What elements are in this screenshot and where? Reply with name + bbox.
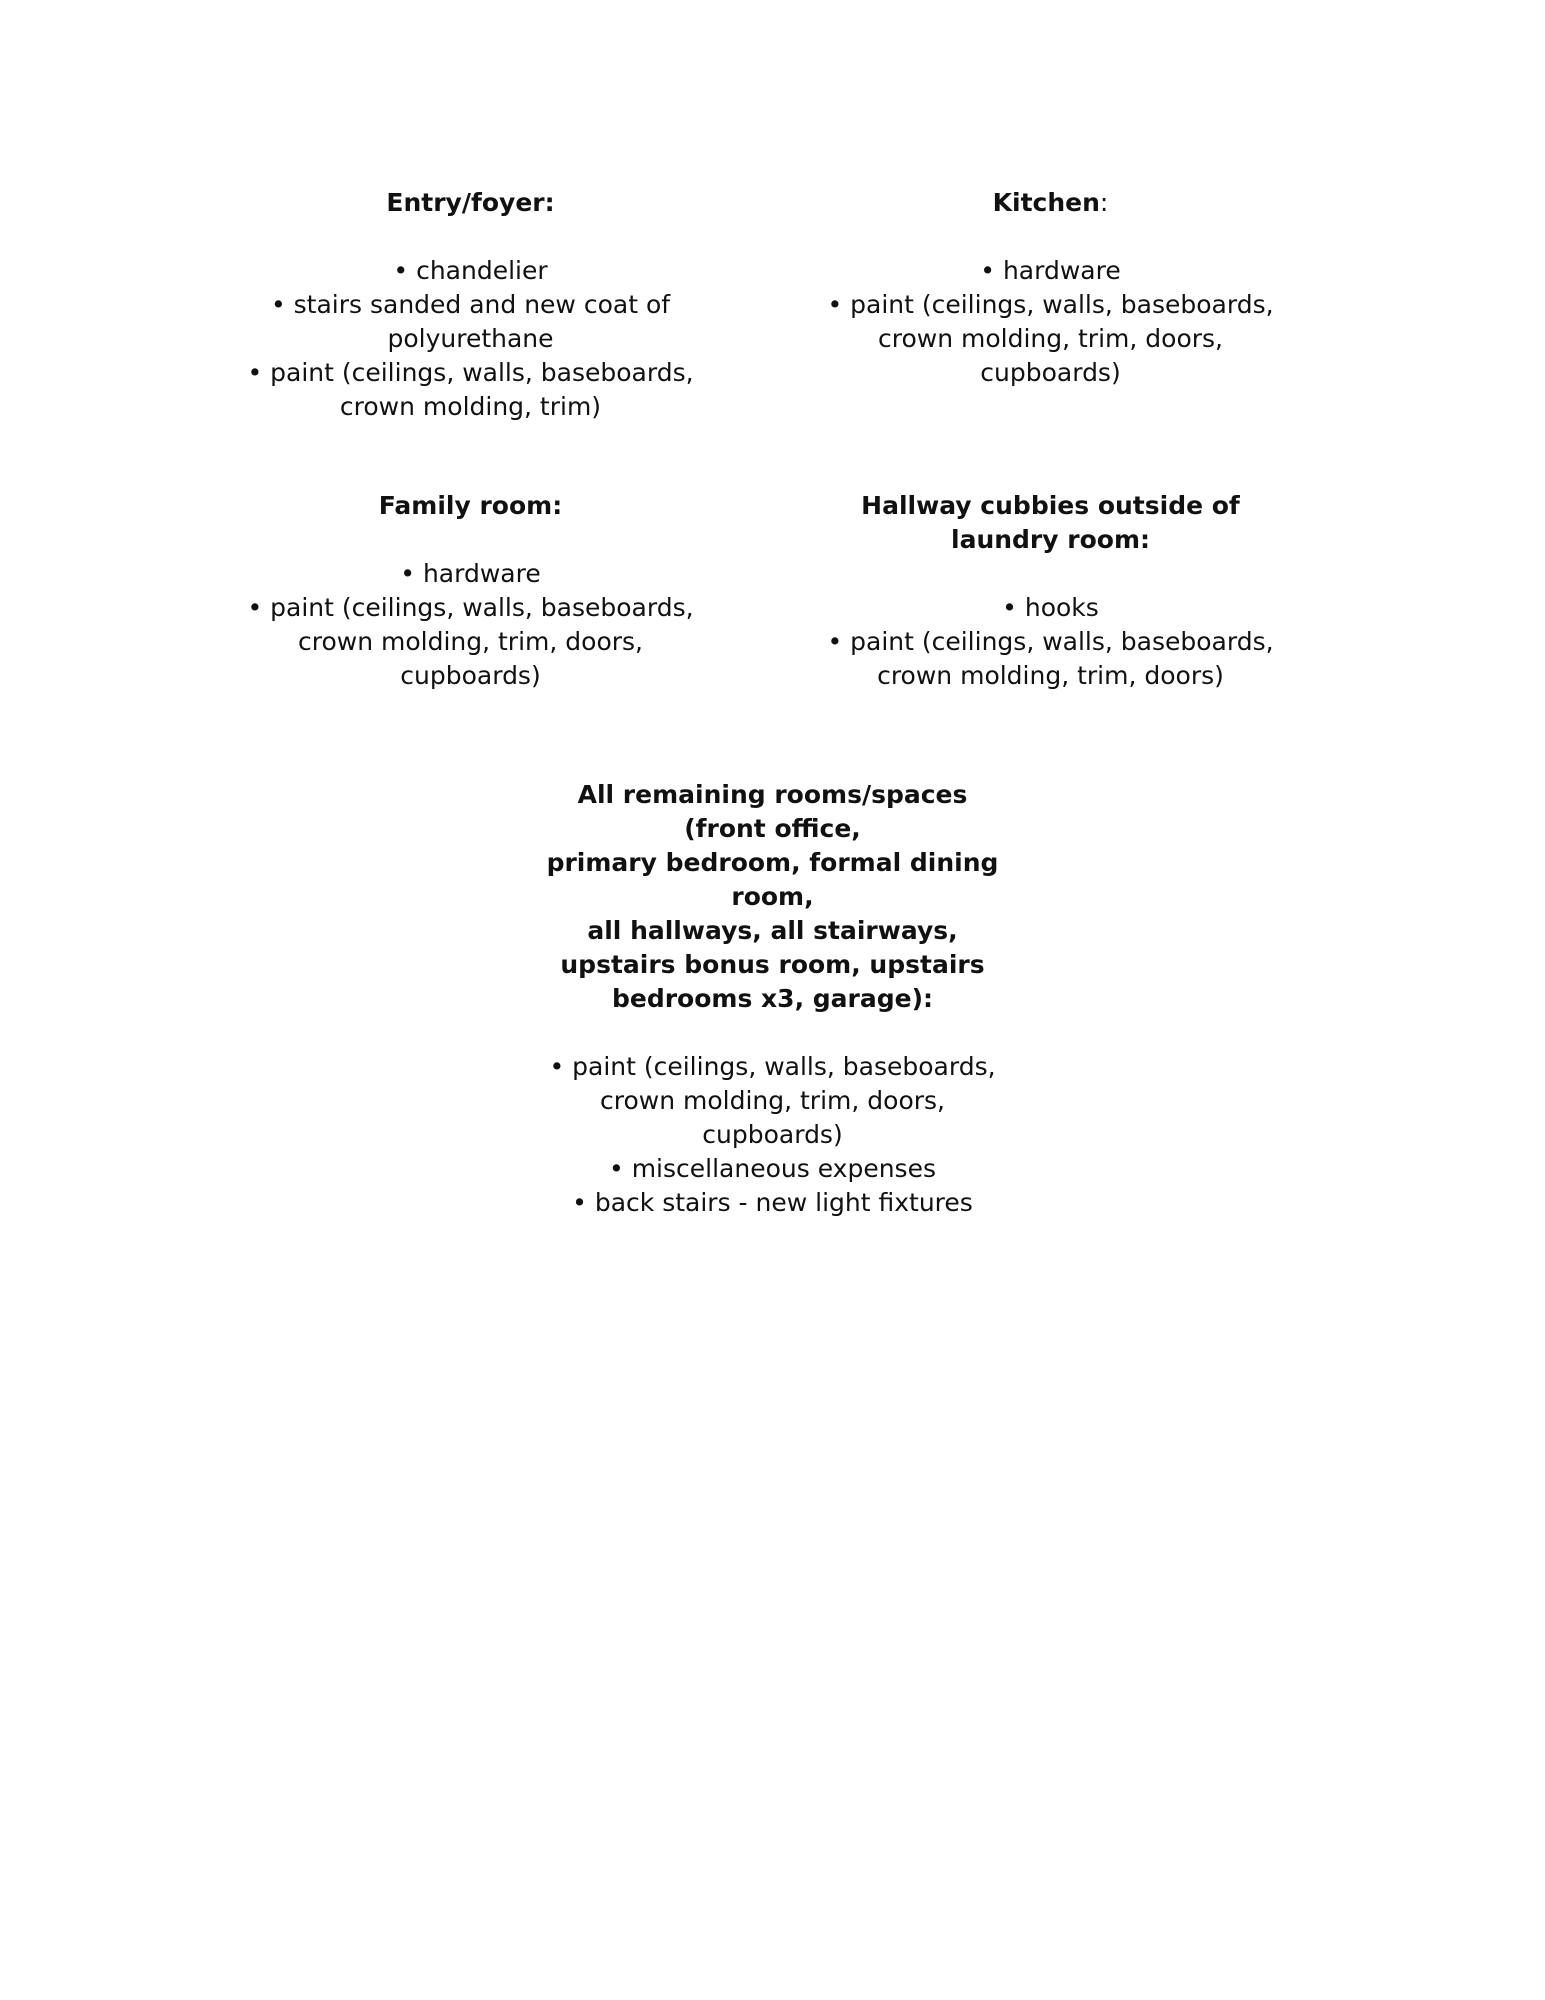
remaining-rooms-section <box>540 778 1005 1220</box>
family-room-heading: Family room: <box>378 491 563 520</box>
list-item: • hardware <box>980 256 1121 285</box>
kitchen-heading-text: Kitchen <box>992 188 1100 217</box>
spacer <box>238 523 703 557</box>
entry-foyer-section <box>238 186 703 424</box>
spacer <box>238 220 703 254</box>
kitchen-section <box>818 186 1283 390</box>
list-item: • paint (ceilings, walls, baseboards, crown molding, trim, doors) <box>827 627 1274 690</box>
spacer <box>540 1016 1005 1050</box>
remaining-rooms-heading-line: all hallways, all stairways, upstairs bonus room, upstairs <box>560 916 985 979</box>
spacer <box>818 557 1283 591</box>
list-item: • paint (ceilings, walls, baseboards, crown molding, trim) <box>247 358 694 421</box>
kitchen-heading-colon: : <box>1099 188 1109 217</box>
hallway-cubbies-section <box>818 489 1283 693</box>
entry-foyer-heading: Entry/foyer: <box>386 188 555 217</box>
list-item: • chandelier <box>393 256 548 285</box>
remaining-rooms-heading-line: primary bedroom, formal dining room, <box>546 848 999 911</box>
list-item: • hardware <box>400 559 541 588</box>
remaining-rooms-heading-line: All remaining rooms/spaces (front office, <box>577 780 968 843</box>
hallway-cubbies-heading: Hallway cubbies outside of laundry room: <box>861 491 1240 554</box>
list-item: • paint (ceilings, walls, baseboards, crown molding, trim, doors, cupboards) <box>247 593 694 690</box>
list-item: • miscellaneous expenses <box>609 1154 936 1183</box>
kitchen-heading <box>818 186 1283 220</box>
list-item: • stairs sanded and new coat of polyurethane <box>270 290 671 353</box>
list-item: • paint (ceilings, walls, baseboards, crown molding, trim, doors, cupboards) <box>827 290 1274 387</box>
list-item: • back stairs - new light fixtures <box>572 1188 973 1217</box>
list-item: • hooks <box>1002 593 1099 622</box>
remaining-rooms-heading-line: bedrooms x3, garage): <box>611 984 934 1013</box>
spacer <box>818 220 1283 254</box>
family-room-section <box>238 489 703 693</box>
list-item: • paint (ceilings, walls, baseboards, crown molding, trim, doors, cupboards) <box>549 1052 996 1149</box>
